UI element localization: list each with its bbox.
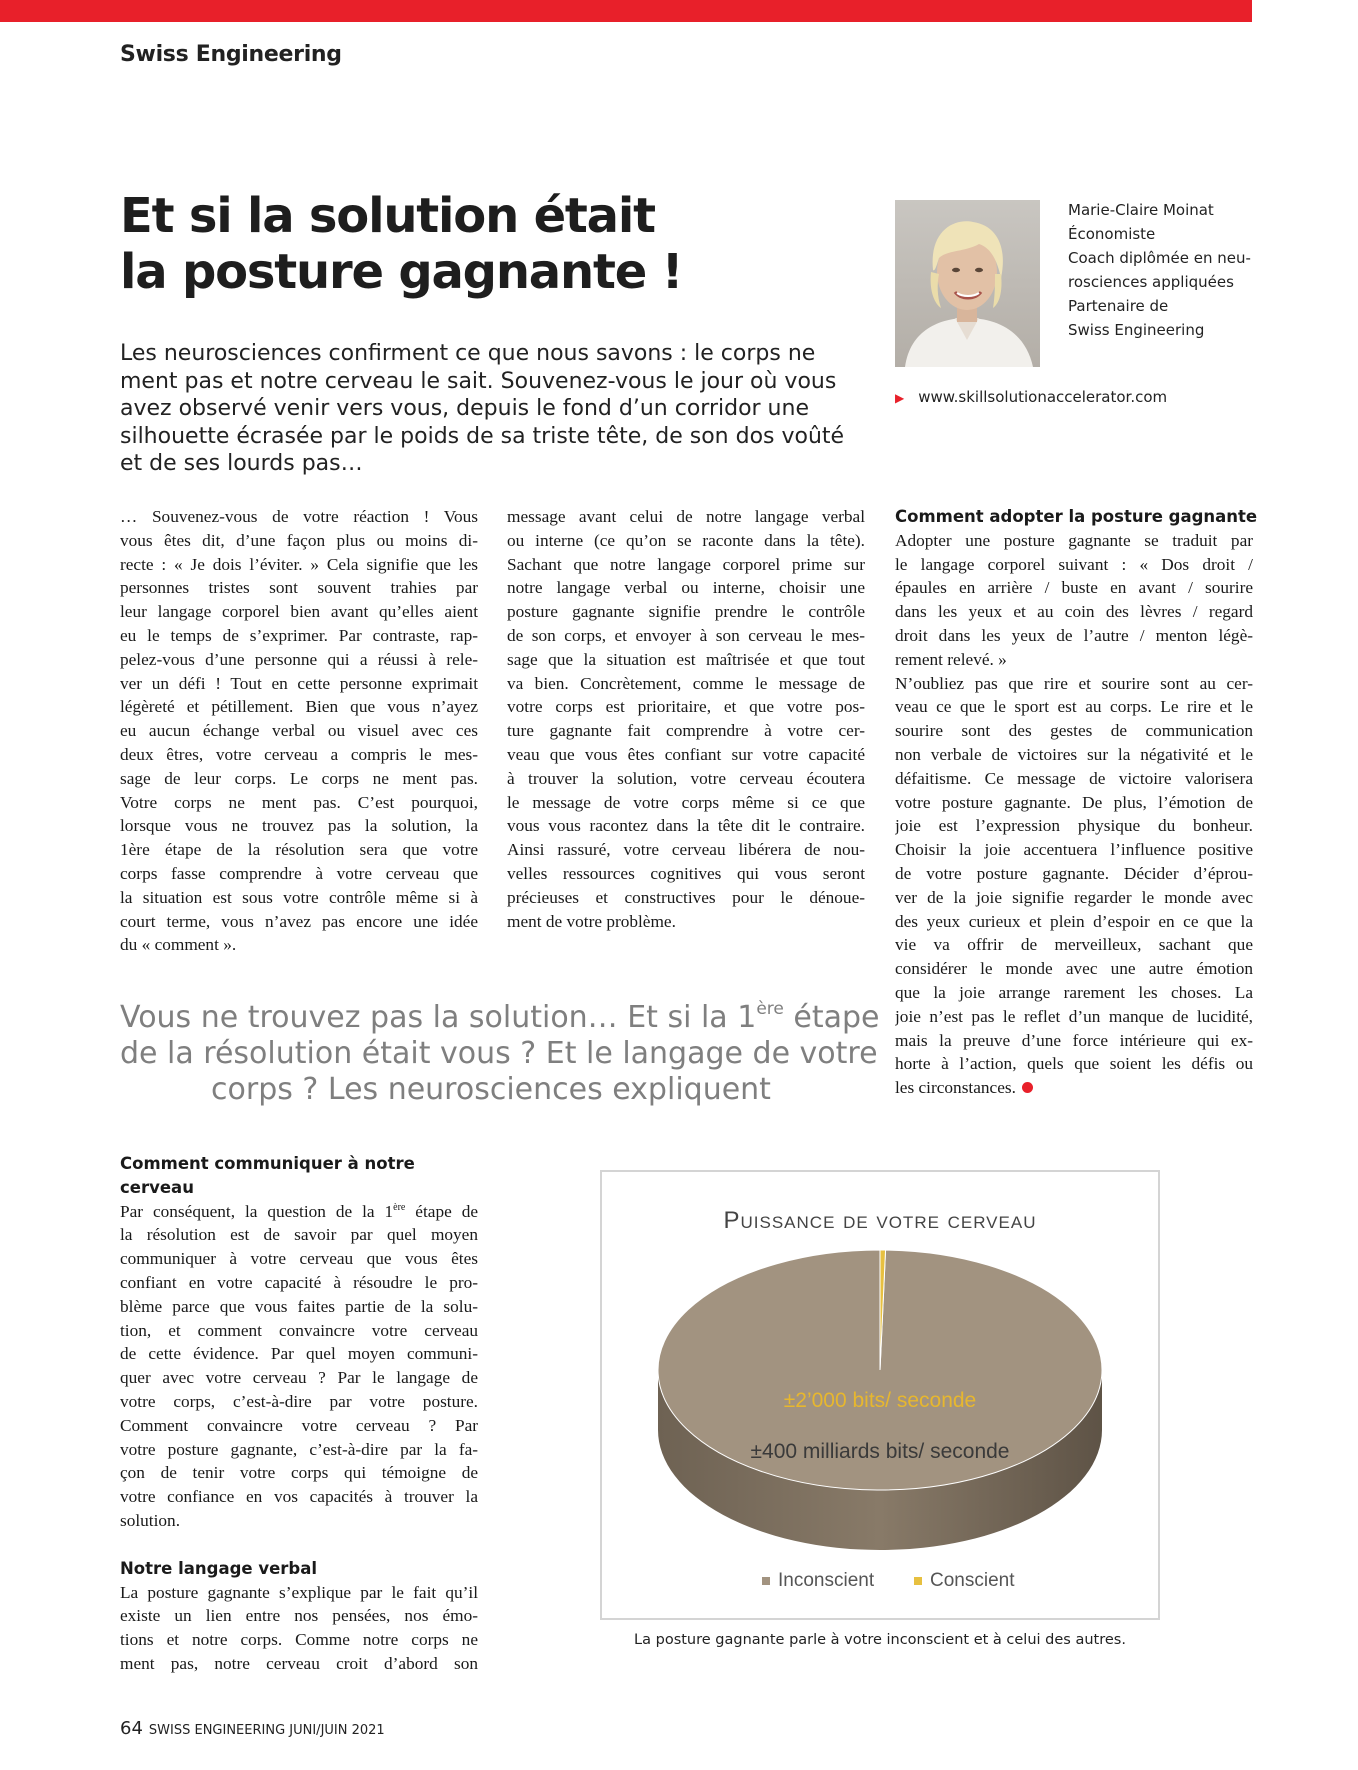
body-column-2: [507, 505, 865, 933]
text-line: Ainsi rassuré, votre cerveau libérera de nou-: [507, 840, 865, 860]
text-line: épaules en arrière / buste en avant / sourire: [895, 578, 1253, 598]
text-line: [120, 1200, 478, 1224]
text-line: ver un défi ! Tout en cette personne exprimait: [120, 673, 478, 693]
text-line: que la joie arrange rarement les choses. La: [895, 982, 1253, 1002]
text-line: considérer le monde avec une autre émotion: [895, 959, 1253, 979]
subheading: cerveau: [120, 1177, 194, 1197]
text-line: blème parce que vous faites partie de la solu-: [120, 1296, 478, 1316]
text-line: eu le temps de s’exprimer. Par contraste, rap-: [120, 625, 478, 645]
text-line: Sachant que notre langage corporel prime sur: [507, 554, 865, 574]
pull-quote-text: étape: [783, 1000, 880, 1035]
publication-name: SWISS ENGINEERING JUNI/JUIN 2021: [148, 1723, 385, 1738]
author-photo: [895, 200, 1040, 367]
text-line: des yeux curieux et plein d’espoir en ce que la: [895, 911, 1253, 931]
lead-line: avez observé venir vers vous, depuis le fond d’un corridor une: [120, 396, 809, 421]
text-line: leur langage corporel bien avant qu’elles aient: [120, 602, 478, 622]
text-line: votre corps, c’est-à-dire par votre posture.: [120, 1391, 478, 1411]
lead-line: silhouette écrasée par le poids de sa triste tête, de son dos voûté: [120, 423, 845, 449]
legend-label-conscient: Conscient: [930, 1570, 1015, 1591]
author-bio: [1068, 198, 1251, 342]
website-link[interactable]: www.skillsolutionaccelerator.com: [918, 388, 1168, 406]
text-line: message avant celui de notre langage verbal: [507, 507, 865, 526]
author-line: Coach diplômée en neu-: [1068, 249, 1251, 267]
text-line: N’oubliez pas que rire et sourire sont au cer-: [895, 673, 1253, 693]
pie-chart-figure: [600, 1170, 1160, 1620]
section-label: Swiss Engineering: [120, 42, 342, 67]
pull-quote-line: de la résolution était vous ? Et le langage de votre: [120, 1036, 878, 1071]
text-line: çon de tenir votre corps qui témoigne de: [120, 1463, 478, 1483]
text-line: joie est l’expression physique du bonheur.: [895, 816, 1253, 836]
data-label-conscient: ±2’000 bits/ seconde: [783, 1389, 977, 1412]
text-line: précieuses et constructives pour le dénoue-: [507, 887, 865, 907]
text-line: tions et notre corps. Comme notre corps ne: [120, 1630, 478, 1650]
text-line: Adopter une posture gagnante se traduit par: [895, 530, 1253, 550]
chart-title: Puissance de votre cerveau: [723, 1207, 1037, 1234]
text-line: mais la preuve d’une force intérieure qui ex-: [895, 1030, 1253, 1050]
author-line: rosciences appliquées: [1068, 273, 1234, 291]
author-line: Partenaire de: [1068, 297, 1169, 315]
article-title: [120, 188, 760, 300]
text-line: lorsque vous ne trouvez pas la solution, la: [120, 816, 478, 836]
text-line: vous vous racontez dans la tête dit le contraire.: [507, 816, 865, 836]
text-line: Votre corps ne ment pas. C’est pourquoi,: [120, 792, 478, 812]
text-line: notre langage verbal ou interne, choisir une: [507, 578, 865, 598]
text-line: recte : « Je dois l’éviter. » Cela signifie que les: [120, 554, 478, 574]
top-color-bar: [0, 0, 1252, 22]
text-line: ver de la joie signifie regarder le monde avec: [895, 887, 1253, 907]
text-line: ou interne (ce qu’on se raconte dans la tête).: [507, 530, 865, 550]
subheading: Notre langage verbal: [120, 1558, 318, 1578]
text-line: dans les yeux et au coin des lèvres / regard: [895, 602, 1253, 622]
text-line: défaitisme. Ce message de victoire valorisera: [895, 768, 1253, 788]
body-column-1: [120, 505, 478, 957]
text-line: horte à l’action, quels que soient les défis ou: [895, 1054, 1253, 1074]
text-line-end: [895, 1076, 1253, 1100]
figure-caption: La posture gagnante parle à votre inconscient et à celui des autres.: [634, 1632, 1126, 1648]
text-line: personnes tristes sont souvent trahies par: [120, 578, 478, 598]
text-fragment: étape de: [405, 1201, 478, 1221]
body-column-3: [895, 505, 1258, 1100]
text-line: veau ce que le sport est au corps. Le rire et le: [895, 697, 1253, 717]
text-line: du « comment ».: [120, 935, 237, 955]
text-line: de cette évidence. Par quel moyen communi-: [120, 1344, 478, 1364]
text-line: la situation est sous votre contrôle même si à: [120, 887, 478, 907]
body-column-4: [120, 1152, 478, 1676]
text-line: existe un lien entre nos pensées, nos émo-: [120, 1606, 478, 1626]
text-line: veau que vous êtes confiant sur votre capacité: [507, 744, 865, 764]
text-line: la résolution est de savoir par quel moyen: [120, 1225, 478, 1245]
text-line: votre corps est prioritaire, et que votre pos-: [507, 697, 865, 717]
title-line: Et si la solution était: [120, 188, 655, 244]
text-line: vous êtes dit, d’une façon plus ou moins di-: [120, 530, 478, 550]
pull-quote: [120, 999, 880, 1108]
pull-quote-text: Vous ne trouvez pas la solution… Et si la 1: [120, 1000, 757, 1035]
text-line: tion, et comment convaincre votre cerveau: [120, 1320, 478, 1340]
text-line: le message de votre corps même si ce que: [507, 792, 865, 812]
text-line: Comment convaincre votre cerveau ? Par: [120, 1415, 478, 1435]
pie-chart: [602, 1172, 1158, 1618]
subheading: Comment communiquer à notre: [120, 1154, 415, 1173]
paragraph-gap: [120, 1533, 478, 1557]
end-mark-icon: [1022, 1082, 1033, 1093]
text-line: 1ère étape de la résolution sera que votre: [120, 840, 478, 860]
text-line: vie va offrir de merveilleux, sachant que: [895, 935, 1253, 955]
text-line: … Souvenez-vous de votre réaction ! Vous: [120, 507, 478, 526]
text-line: communiquer à votre cerveau que vous êtes: [120, 1249, 478, 1269]
author-line: Swiss Engineering: [1068, 321, 1205, 339]
triangle-right-icon: ▶: [895, 391, 905, 405]
text-line: deux êtres, votre cerveau a compris le mes-: [120, 744, 478, 764]
text-line: sourire sont des gestes de communication: [895, 721, 1253, 741]
pull-quote-line: corps ? Les neurosciences expliquent: [211, 1072, 771, 1107]
text-line: sage que la situation est maîtrisée et que tout: [507, 649, 865, 669]
pull-quote-line: [120, 999, 880, 1036]
article-lead: [120, 340, 850, 478]
subheading: Comment adopter la posture gagnante: [895, 507, 1258, 526]
text-line: velles ressources cognitives qui vous seront: [507, 863, 865, 883]
text-line: court terme, vous n’avez pas encore une idée: [120, 911, 478, 931]
text-line: droit dans les yeux de l’autre / menton légè-: [895, 625, 1253, 645]
text-line: le langage corporel suivant : « Dos droit /: [895, 554, 1253, 574]
title-line: la posture gagnante !: [120, 244, 683, 300]
page-number: 64: [120, 1718, 143, 1739]
legend-label-inconscient: Inconscient: [778, 1570, 875, 1591]
author-line: Marie-Claire Moinat: [1068, 201, 1214, 219]
text-line: de votre posture gagnante. Décider d’éprou-: [895, 863, 1253, 883]
text-line: votre posture gagnante, c’est-à-dire par la fa-: [120, 1439, 478, 1459]
text-line: posture gagnante signifie prendre le contrôle: [507, 602, 865, 622]
text-line: joie n’est pas le reflet d’un manque de lucidité,: [895, 1006, 1253, 1026]
text-fragment: Par conséquent, la question de la 1: [120, 1201, 394, 1221]
text-line: pelez-vous d’une personne qui a réussi à rele-: [120, 649, 478, 669]
text-line: rement relevé. »: [895, 649, 1007, 669]
text-line: sage de leur corps. Le corps ne ment pas.: [120, 768, 478, 788]
text-line: ment de votre problème.: [507, 911, 676, 931]
data-label-inconscient: ±400 milliards bits/ seconde: [750, 1440, 1010, 1463]
text-line: solution.: [120, 1510, 181, 1530]
text-line: les circonstances.: [895, 1078, 1016, 1098]
legend-swatch-conscient: [914, 1577, 922, 1585]
text-line: légèreté et pétillement. Bien que vous n’ayez: [120, 697, 478, 717]
text-line: eu aucun échange verbal ou visuel avec ces: [120, 721, 478, 741]
text-line: non verbale de victoires sur la négativité et le: [895, 744, 1253, 764]
page-footer: [120, 1718, 385, 1739]
text-line: votre confiance en vos capacités à trouver la: [120, 1487, 478, 1507]
text-line: ture gagnante fait comprendre à votre cer-: [507, 721, 865, 741]
text-line: de son corps, et envoyer à son cerveau le mes-: [507, 625, 865, 645]
text-line: La posture gagnante s’explique par le fait qu’il: [120, 1582, 478, 1602]
text-line: ment pas, notre cerveau croit d’abord son: [120, 1653, 478, 1673]
legend-swatch-inconscient: [762, 1577, 770, 1585]
text-line: va bien. Concrètement, comme le message de: [507, 673, 865, 693]
text-line: à trouver la solution, votre cerveau écoutera: [507, 768, 865, 788]
author-line: Économiste: [1068, 225, 1156, 243]
text-line: votre posture gagnante. De plus, l’émotion de: [895, 792, 1253, 812]
text-line: corps fasse comprendre à votre cerveau que: [120, 863, 478, 883]
pull-quote-superscript: ère: [756, 999, 784, 1019]
lead-line: Les neurosciences confirment ce que nous savons : le corps ne: [120, 341, 816, 366]
author-website[interactable]: [895, 388, 1167, 406]
lead-line: et de ses lourds pas…: [120, 451, 363, 476]
text-line: quer avec votre cerveau ? Par le langage de: [120, 1368, 478, 1388]
text-line: Choisir la joie accentuera l’influence positive: [895, 840, 1253, 860]
text-line: confiant en votre capacité à résoudre le pro-: [120, 1272, 478, 1292]
lead-line: ment pas et notre cerveau le sait. Souvenez-vous le jour où vous: [120, 368, 837, 394]
superscript: ère: [393, 1201, 406, 1213]
